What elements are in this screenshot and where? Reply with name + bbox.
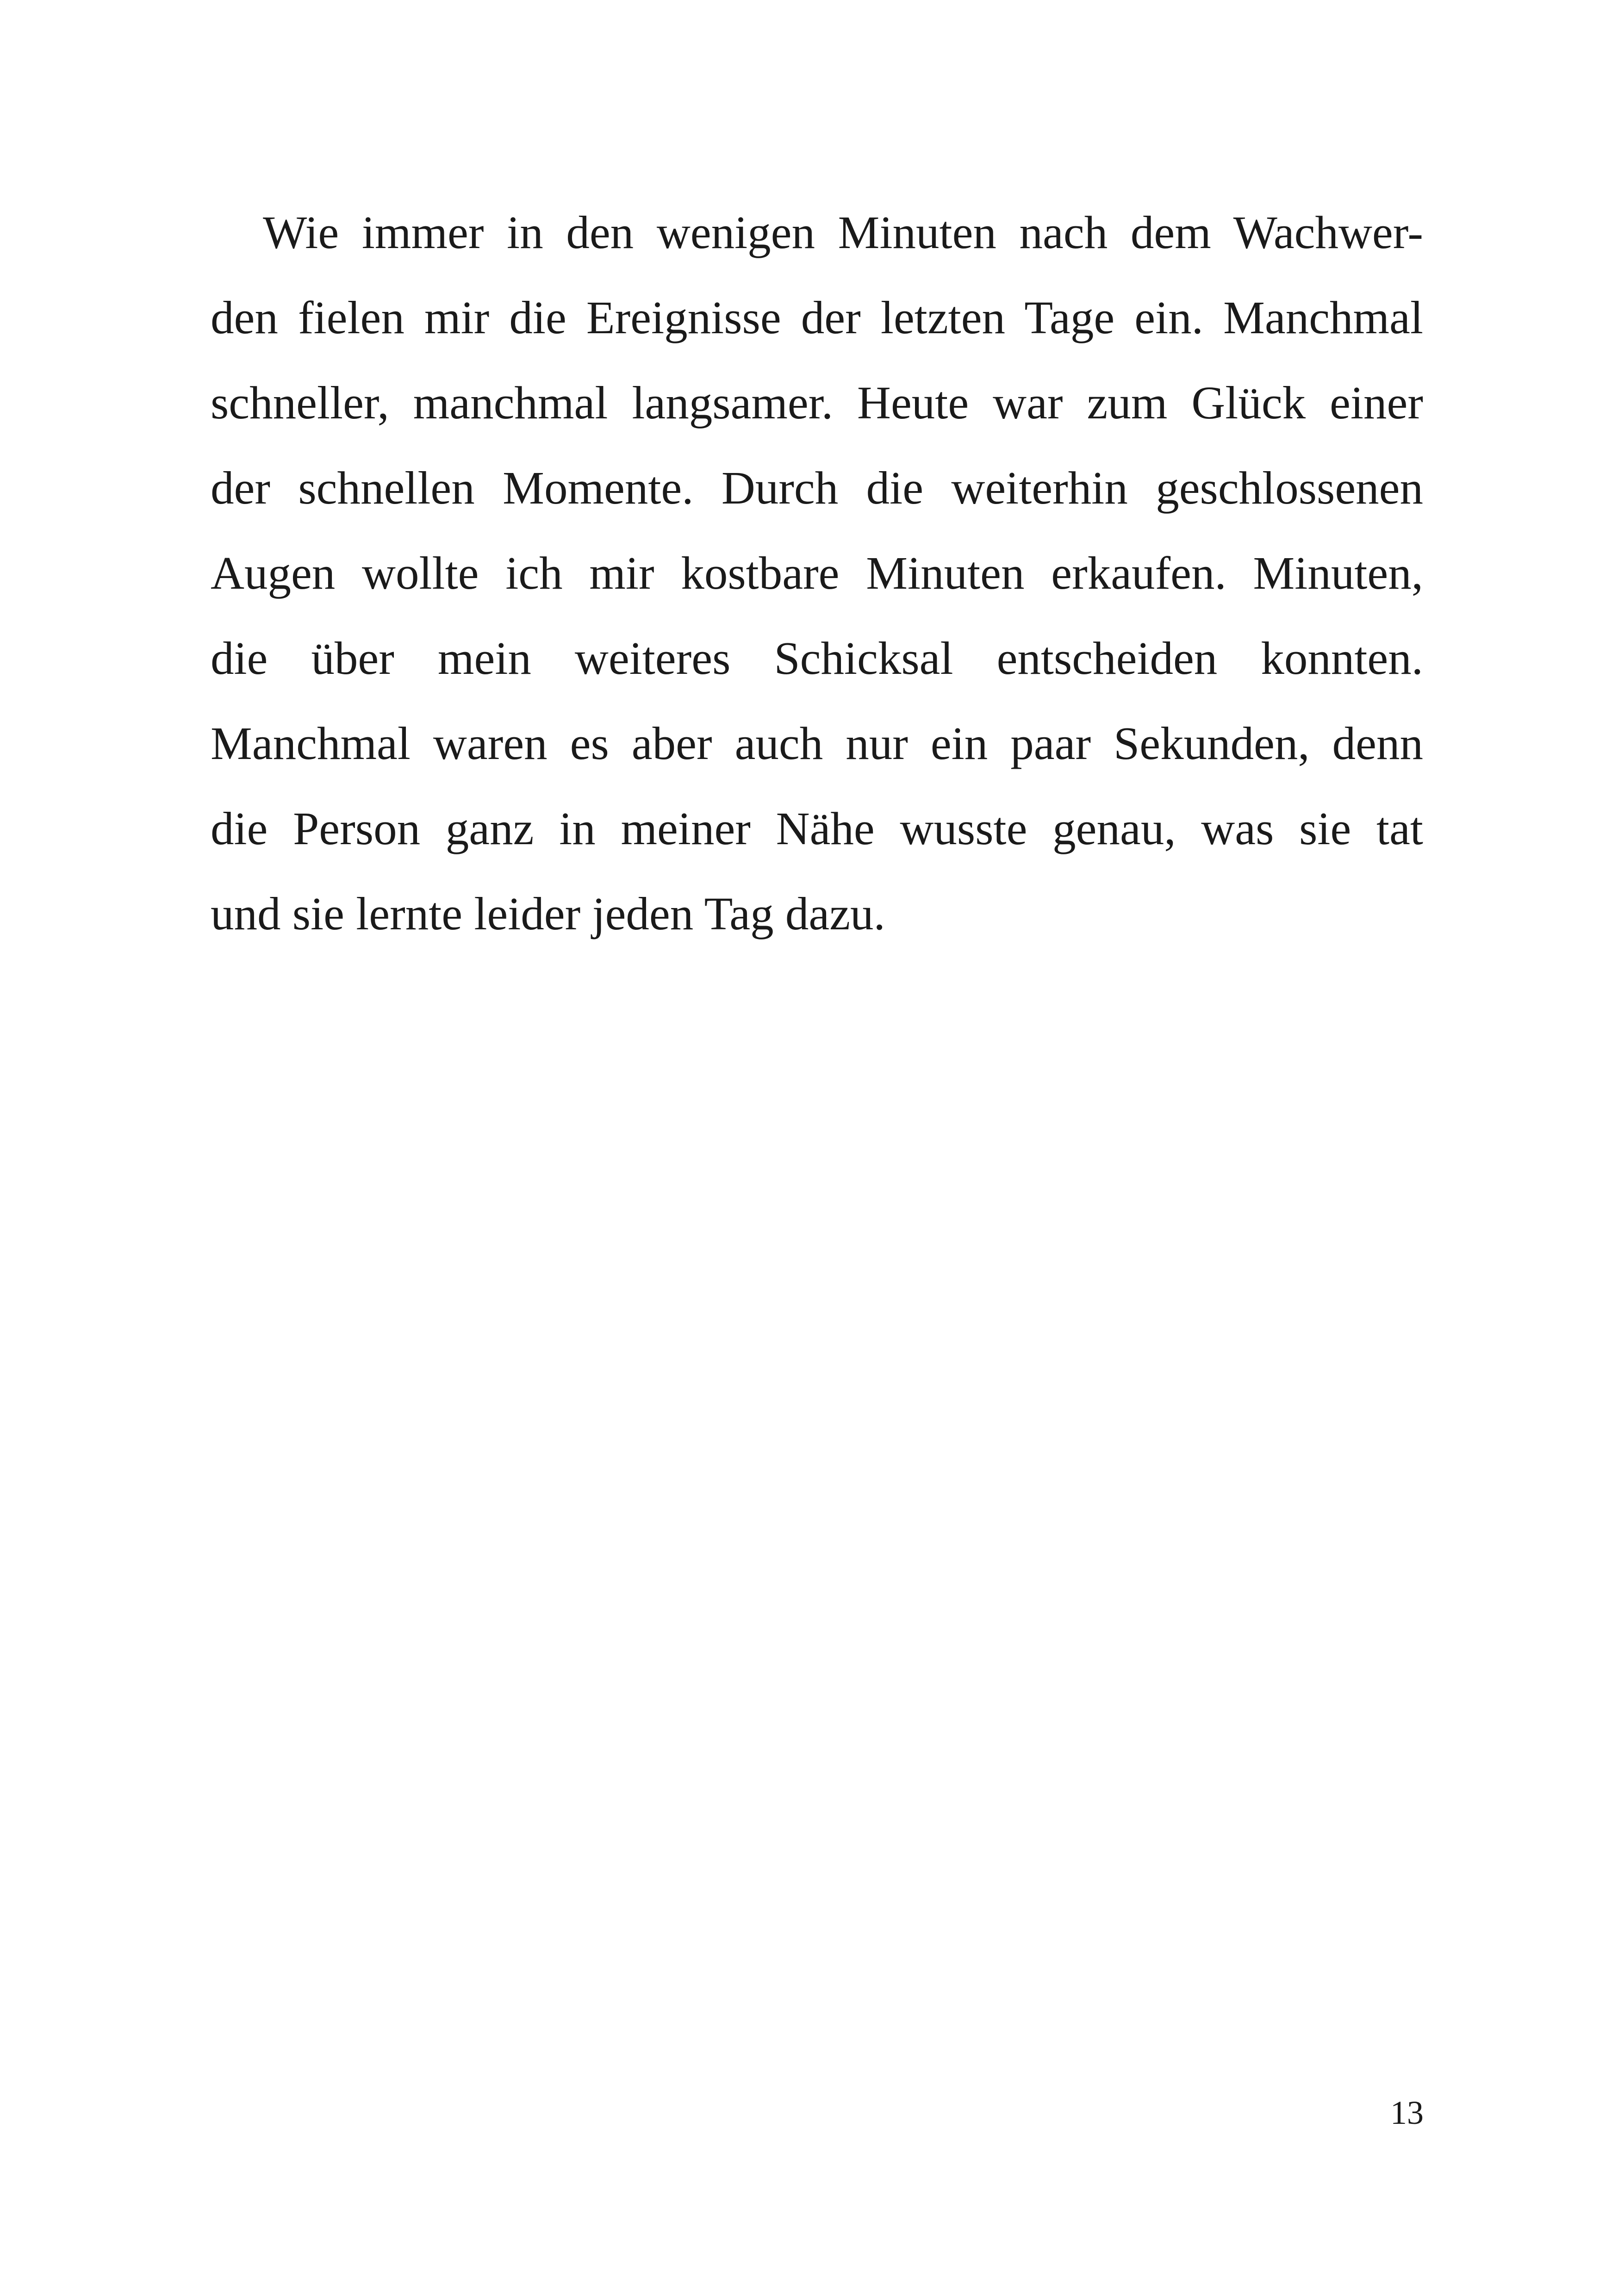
paragraph-line: schneller, manchmal langsamer. Heute war zum Glück einer [211, 377, 1423, 429]
paragraph-line: Manchmal waren es aber auch nur ein paar Sekunden, denn [211, 717, 1423, 769]
paragraph-line: der schnellen Momente. Durch die weiterhin geschlossenen [211, 462, 1423, 514]
page-number: 13 [1390, 2094, 1424, 2131]
paragraph-line: Wie immer in den wenigen Minuten nach dem Wachwer- [263, 206, 1423, 258]
paragraph-line: und sie lernte leider jeden Tag dazu. [211, 888, 885, 940]
body-paragraph [211, 190, 1423, 956]
paragraph-line: Augen wollte ich mir kostbare Minuten erkaufen. Minuten, [211, 547, 1423, 599]
paragraph-line: den fielen mir die Ereignisse der letzten Tage ein. Manchmal [211, 292, 1423, 343]
paragraph-line: die Person ganz in meiner Nähe wusste genau, was sie tat [211, 803, 1423, 854]
paragraph-line: die über mein weiteres Schicksal entscheiden konnten. [211, 632, 1423, 684]
